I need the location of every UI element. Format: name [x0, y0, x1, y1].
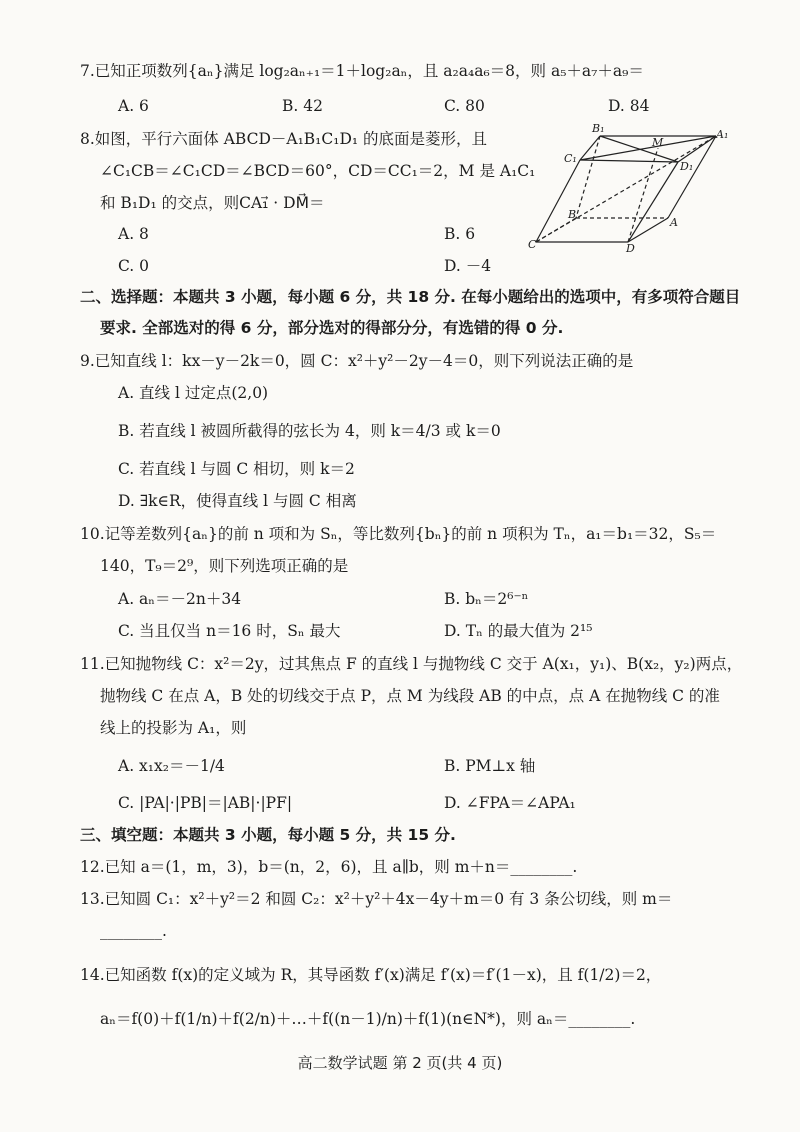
q8-stem-line3: 和 B₁D₁ 的交点，则CA₁⃗ · DM⃗＝ [100, 194, 325, 212]
q11-option-b: B. PM⊥x 轴 [444, 757, 536, 775]
fig-label-d1: D₁ [680, 160, 694, 173]
q8-option-c: C. 0 [118, 257, 150, 275]
q14-stem-line2: aₙ＝f(0)＋f(1/n)＋f(2/n)＋…＋f((n－1)/n)＋f(1)(n∈N*)，则 aₙ＝________. [100, 1010, 636, 1028]
q10-stem-line1: 10.记等差数列{aₙ}的前 n 项和为 Sₙ，等比数列{bₙ}的前 n 项积为 Tₙ，a₁＝b₁＝32，S₅＝ [80, 525, 717, 543]
q11-option-a: A. x₁x₂＝－1/4 [118, 757, 225, 775]
fig-label-d: D [626, 242, 635, 252]
q11-stem-line3: 线上的投影为 A₁，则 [100, 719, 247, 737]
q14-stem-line1: 14.已知函数 f(x)的定义域为 R，其导函数 f′(x)满足 f′(x)＝f′(1－x)，且 f(1/2)＝2， [80, 966, 662, 984]
q9-option-a: A. 直线 l 过定点(2,0) [118, 384, 269, 402]
q9-stem: 9.已知直线 l：kx－y－2k＝0，圆 C：x²＋y²－2y－4＝0，则下列说法正确的是 [80, 352, 634, 370]
q7-option-b: B. 42 [282, 97, 323, 115]
q10-option-d: D. Tₙ 的最大值为 2¹⁵ [444, 622, 593, 640]
parallelepiped-figure [528, 122, 728, 252]
q7-option-d: D. 84 [608, 97, 650, 115]
q9-option-b: B. 若直线 l 被圆所截得的弦长为 4，则 k＝4/3 或 k＝0 [118, 422, 501, 440]
q13-stem-line2: ________. [100, 922, 167, 940]
q8-option-b: B. 6 [444, 225, 476, 243]
q9-option-c: C. 若直线 l 与圆 C 相切，则 k＝2 [118, 460, 355, 478]
q8-option-a: A. 8 [118, 225, 149, 243]
q11-option-c: C. |PA|·|PB|＝|AB|·|PF| [118, 794, 293, 812]
q8-stem-line1: 8.如图，平行六面体 ABCD－A₁B₁C₁D₁ 的底面是菱形，且 [80, 130, 488, 148]
fig-label-b1: B₁ [592, 122, 605, 135]
q7-option-c: C. 80 [444, 97, 485, 115]
q8-option-d: D. －4 [444, 257, 492, 275]
fig-label-a1: A₁ [716, 128, 728, 141]
q10-stem-line2: 140，T₉＝2⁹，则下列选项正确的是 [100, 557, 349, 575]
q10-option-b: B. bₙ＝2⁶⁻ⁿ [444, 590, 529, 608]
q13-stem-line1: 13.已知圆 C₁：x²＋y²＝2 和圆 C₂：x²＋y²＋4x－4y＋m＝0 有 3 条公切线，则 m＝ [80, 890, 673, 908]
section2-heading-line2: 要求. 全部选对的得 6 分，部分选对的得部分分，有选错的得 0 分. [100, 319, 564, 337]
q12-stem: 12.已知 a＝(1，m，3)，b＝(n，2，6)，且 a∥b，则 m＋n＝________. [80, 858, 578, 876]
q9-option-d: D. ∃k∈R，使得直线 l 与圆 C 相离 [118, 492, 357, 510]
fig-label-b: B [568, 208, 577, 221]
page-footer: 高二数学试题 第 2 页(共 4 页) [297, 1054, 503, 1072]
section3-heading: 三、填空题：本题共 3 小题，每小题 5 分，共 15 分. [80, 826, 456, 844]
fig-label-m: M [652, 136, 664, 149]
fig-label-c1: C₁ [564, 152, 577, 165]
q7-option-a: A. 6 [118, 97, 149, 115]
q11-option-d: D. ∠FPA＝∠APA₁ [444, 794, 576, 812]
section2-heading-line1: 二、选择题：本题共 3 小题，每小题 6 分，共 18 分. 在每小题给出的选项中，有多项符合题目 [80, 288, 741, 306]
fig-label-a: A [670, 216, 678, 229]
q8-stem-line2: ∠C₁CB＝∠C₁CD＝∠BCD＝60°，CD＝CC₁＝2，M 是 A₁C₁ [100, 162, 536, 180]
q10-option-a: A. aₙ＝－2n＋34 [118, 590, 242, 608]
q11-stem-line1: 11.已知抛物线 C：x²＝2y，过其焦点 F 的直线 l 与抛物线 C 交于 A(x₁，y₁)、B(x₂，y₂)两点， [80, 655, 743, 673]
q7-stem: 7.已知正项数列{aₙ}满足 log₂aₙ₊₁＝1＋log₂aₙ，且 a₂a₄a₆＝8，则 a₅＋a₇＋a₉＝ [80, 62, 644, 80]
fig-label-c: C [528, 238, 537, 251]
q10-option-c: C. 当且仅当 n＝16 时，Sₙ 最大 [118, 622, 341, 640]
q11-stem-line2: 抛物线 C 在点 A，B 处的切线交于点 P，点 M 为线段 AB 的中点，点 A 在抛物线 C 的准 [100, 687, 720, 705]
